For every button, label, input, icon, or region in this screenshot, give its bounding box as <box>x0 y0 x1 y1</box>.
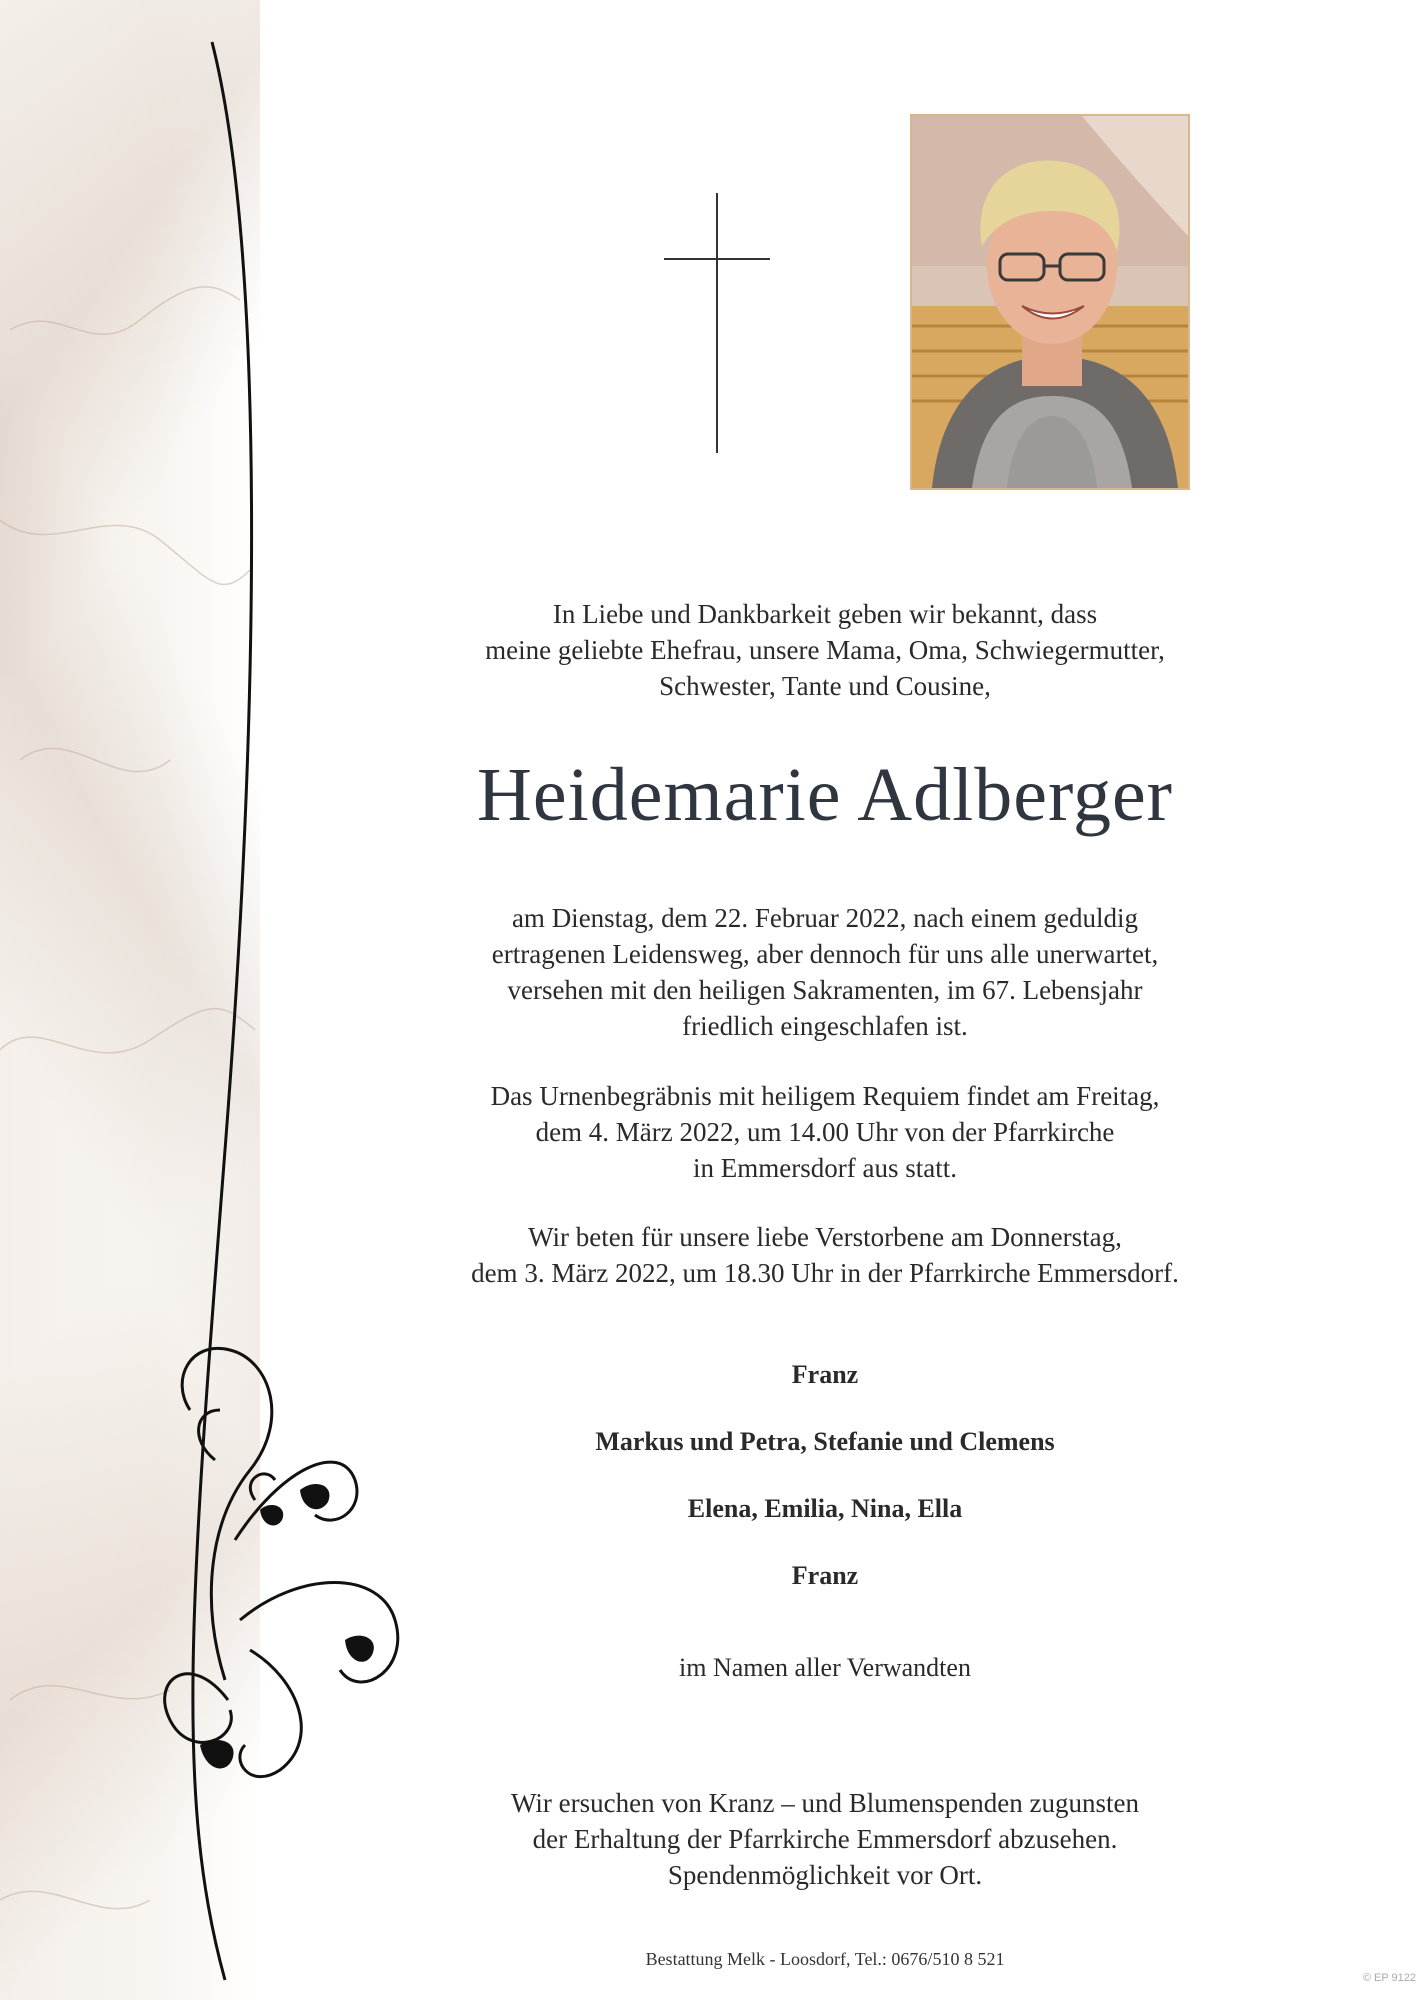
cross-horizontal-bar <box>664 258 770 260</box>
body-line: dem 4. März 2022, um 14.00 Uhr von der Pfarrkirche <box>535 1117 1115 1147</box>
portrait-image <box>912 116 1188 488</box>
funeral-info-text <box>430 1078 1220 1186</box>
body-line: dem 3. März 2022, um 18.30 Uhr in der Pfarrkirche Emmersdorf. <box>471 1258 1179 1288</box>
body-line: am Dienstag, dem 22. Februar 2022, nach einem geduldig <box>511 903 1139 933</box>
intro-line: Schwester, Tante und Cousine, <box>659 671 991 701</box>
family-line: Elena, Emilia, Nina, Ella <box>687 1494 963 1523</box>
deceased-name: Heidemarie Adlberger <box>477 753 1173 837</box>
family-line: Franz <box>791 1360 859 1389</box>
intro-line: meine geliebte Ehefrau, unsere Mama, Oma, Schwiegermutter, <box>485 635 1165 665</box>
body-line: friedlich eingeschlafen ist. <box>682 1011 968 1041</box>
donation-request-text <box>430 1785 1220 1893</box>
portrait-photo <box>910 114 1190 490</box>
funeral-home-footer: Bestattung Melk - Loosdorf, Tel.: 0676/510 8 521 <box>645 1949 1005 1969</box>
cross-icon <box>664 193 770 453</box>
body-line: Wir beten für unsere liebe Verstorbene am Donnerstag, <box>528 1222 1122 1252</box>
request-line: der Erhaltung der Pfarrkirche Emmersdorf abzusehen. <box>532 1824 1118 1854</box>
family-line: Franz <box>791 1561 859 1590</box>
body-line: Das Urnenbegräbnis mit heiligem Requiem findet am Freitag, <box>490 1081 1160 1111</box>
request-line: Wir ersuchen von Kranz – und Blumenspenden zugunsten <box>510 1788 1139 1818</box>
request-line: Spendenmöglichkeit vor Ort. <box>667 1860 983 1890</box>
body-line: in Emmersdorf aus statt. <box>693 1153 957 1183</box>
body-line: versehen mit den heiligen Sakramenten, im 67. Lebensjahr <box>507 975 1143 1005</box>
cross-vertical-bar <box>716 193 718 453</box>
family-line: Markus und Petra, Stefanie und Clemens <box>595 1427 1055 1456</box>
product-code: © EP 9122 <box>1362 1972 1416 1984</box>
prayer-info-text <box>430 1219 1220 1291</box>
relatives-text: im Namen aller Verwandten <box>679 1653 971 1682</box>
death-notice-text <box>430 900 1220 1044</box>
body-line: ertragenen Leidensweg, aber dennoch für uns alle unerwartet, <box>491 939 1159 969</box>
intro-text <box>430 596 1220 704</box>
intro-line: In Liebe und Dankbarkeit geben wir bekannt, dass <box>552 599 1098 629</box>
